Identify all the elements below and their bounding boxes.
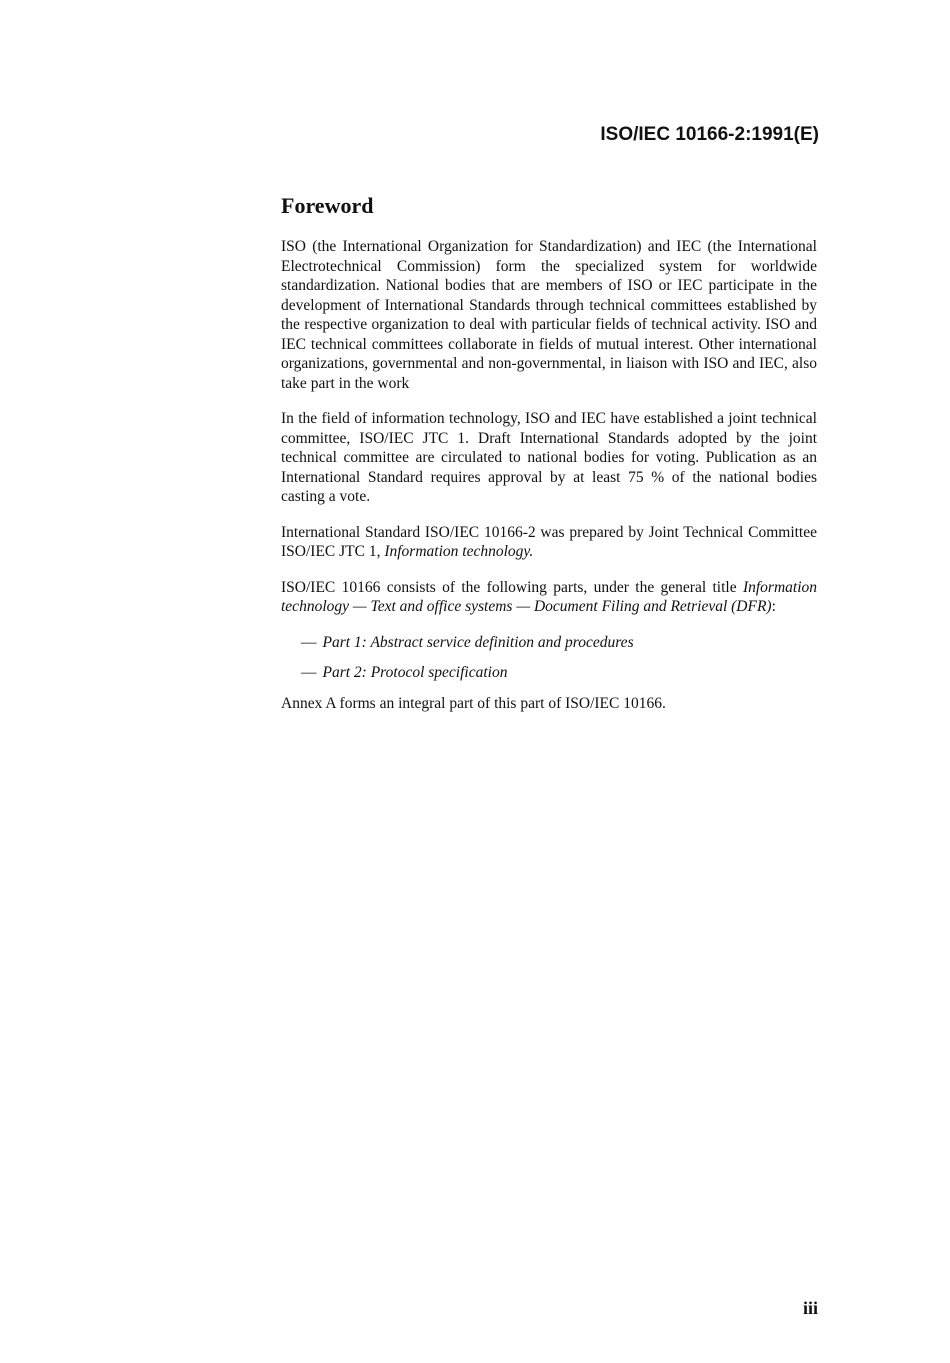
paragraph-annex: Annex A forms an integral part of this part of ISO/IEC 10166. <box>281 694 666 712</box>
parts-intro-colon: : <box>771 598 776 615</box>
committee-title: Information technology. <box>384 543 534 560</box>
paragraph-joint-committee: In the field of information technology, ISO and IEC have established a joint technical committee, ISO/IEC JTC 1. Draft International Standards adopted by the joint technical committee are circulated to national bodies for voting. Publication as an International Standard requires approval by at least 75 % of the national bodies casting a vote. <box>281 410 817 505</box>
section-title: Foreword <box>281 193 374 218</box>
parts-list <box>281 633 817 683</box>
part-label: Part 1: Abstract service definition and procedures <box>322 633 634 651</box>
list-dash: — <box>301 664 317 681</box>
paragraph-parts-intro <box>281 578 817 617</box>
list-item <box>301 663 817 683</box>
part-label: Part 2: Protocol specification <box>322 664 508 681</box>
list-dash: — <box>301 633 317 651</box>
prepared-by-text: International Standard ISO/IEC 10166-2 was prepared by Joint Technical Committee ISO/IEC JTC 1, <box>281 523 817 560</box>
paragraph-organizations: ISO (the International Organization for Standardization) and IEC (the International Electrotechnical Commission) form the specialized system for worldwide standardization. National bodies that are members of ISO or IEC participate in the development of International Standards through technical committees established by the respective organization to deal with particular fields of technical activity. ISO and IEC technical committees collaborate in fields of mutual interest. Other international organizations, governmental and non-governmental, in liaison with ISO and IEC, also take part in the work <box>281 238 817 392</box>
page-number: iii <box>802 1298 818 1318</box>
list-item <box>301 633 817 653</box>
parts-intro-text: ISO/IEC 10166 consists of the following parts, under the general title <box>281 578 743 596</box>
foreword-body <box>281 237 817 729</box>
standard-identifier: ISO/IEC 10166-2:1991(E) <box>600 124 819 145</box>
general-title: Information technology — Text and office systems — Document Filing and Retrieval (DFR) <box>281 578 817 615</box>
paragraph-prepared-by <box>281 523 817 562</box>
